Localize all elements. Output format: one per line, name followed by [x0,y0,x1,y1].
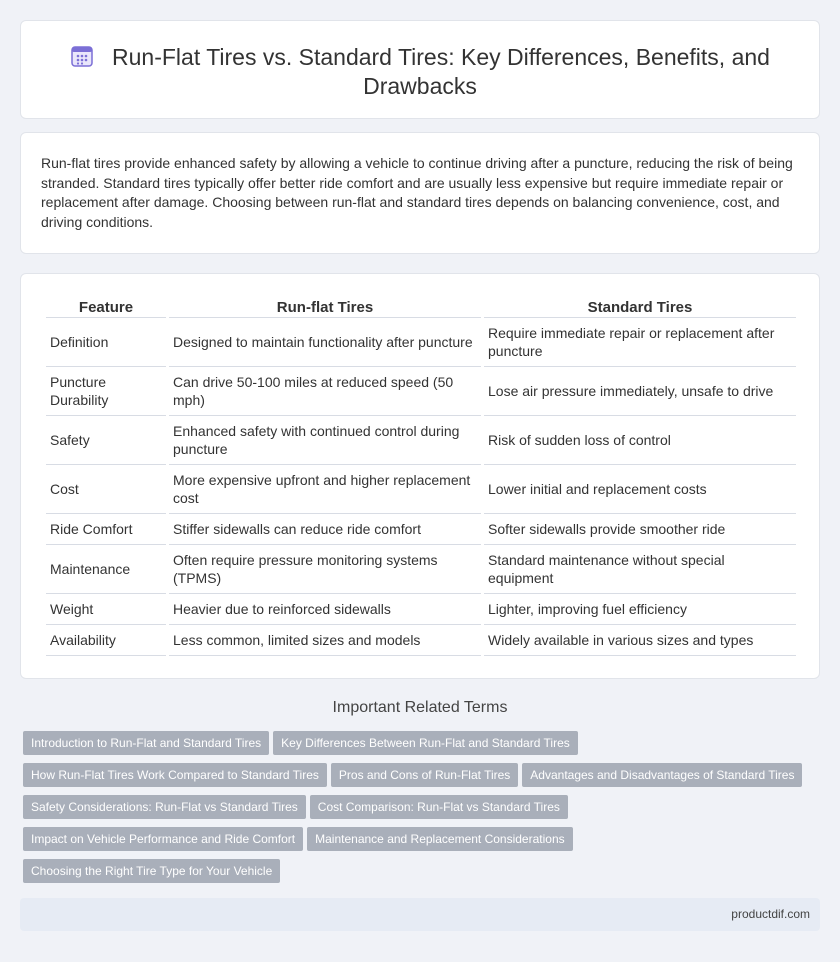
calendar-grid-icon [70,44,94,68]
table-row [46,367,796,416]
run-flat-cell: Heavier due to reinforced sidewalls [169,594,481,625]
table-row [46,318,796,367]
related-term-tag[interactable]: Introduction to Run-Flat and Standard Tires [23,731,269,755]
related-term-tag[interactable]: Pros and Cons of Run-Flat Tires [331,763,518,787]
feature-cell: Safety [46,416,166,465]
feature-cell: Ride Comfort [46,514,166,545]
comparison-table-card [20,273,820,679]
related-term-tag[interactable]: How Run-Flat Tires Work Compared to Standard Tires [23,763,327,787]
run-flat-cell: Designed to maintain functionality after puncture [169,318,481,367]
feature-cell: Weight [46,594,166,625]
related-terms-heading: Important Related Terms [332,699,508,716]
feature-cell: Definition [46,318,166,367]
header-card [20,20,820,119]
footer-bar [20,898,820,931]
footer-site-link[interactable]: productdif.com [731,907,810,921]
table-row [46,416,796,465]
related-term-tag[interactable]: Safety Considerations: Run-Flat vs Standard Tires [23,795,306,819]
standard-cell: Lighter, improving fuel efficiency [484,594,796,625]
standard-cell: Lose air pressure immediately, unsafe to drive [484,367,796,416]
table-row [46,625,796,656]
run-flat-cell: Can drive 50-100 miles at reduced speed (50 mph) [169,367,481,416]
table-row [46,545,796,594]
intro-card [20,132,820,254]
standard-cell: Lower initial and replacement costs [484,465,796,514]
table-header-row [46,296,796,318]
comparison-table [43,296,799,656]
related-term-tag[interactable]: Maintenance and Replacement Considerations [307,827,573,851]
header-standard: Standard Tires [484,296,796,318]
standard-cell: Require immediate repair or replacement after puncture [484,318,796,367]
standard-cell: Widely available in various sizes and types [484,625,796,656]
related-term-tag[interactable]: Key Differences Between Run-Flat and Standard Tires [273,731,578,755]
related-term-tag[interactable]: Advantages and Disadvantages of Standard Tires [522,763,802,787]
table-row [46,514,796,545]
related-terms-list [23,731,813,891]
run-flat-cell: Stiffer sidewalls can reduce ride comfort [169,514,481,545]
table-row [46,594,796,625]
related-term-tag[interactable]: Cost Comparison: Run-Flat vs Standard Tires [310,795,568,819]
run-flat-cell: Enhanced safety with continued control during puncture [169,416,481,465]
feature-cell: Maintenance [46,545,166,594]
header-feature: Feature [46,296,166,318]
feature-cell: Cost [46,465,166,514]
page-title: Run-Flat Tires vs. Standard Tires: Key Differences, Benefits, and Drawbacks [112,44,770,99]
header-run-flat: Run-flat Tires [169,296,481,318]
run-flat-cell: More expensive upfront and higher replacement cost [169,465,481,514]
table-row [46,465,796,514]
feature-cell: Availability [46,625,166,656]
page-title-wrap [21,43,819,101]
standard-cell: Standard maintenance without special equipment [484,545,796,594]
standard-cell: Softer sidewalls provide smoother ride [484,514,796,545]
standard-cell: Risk of sudden loss of control [484,416,796,465]
feature-cell: Puncture Durability [46,367,166,416]
intro-paragraph: Run-flat tires provide enhanced safety by allowing a vehicle to continue driving after a puncture, reducing the risk of being stranded. Standard tires typically offer better ride comfort and are usually less expensive but require immediate repair or replacement after damage. Choosing between run-flat and standard tires depends on balancing convenience, cost, and driving conditions. [41,155,793,230]
run-flat-cell: Often require pressure monitoring systems (TPMS) [169,545,481,594]
related-term-tag[interactable]: Impact on Vehicle Performance and Ride Comfort [23,827,303,851]
related-term-tag[interactable]: Choosing the Right Tire Type for Your Vehicle [23,859,280,883]
run-flat-cell: Less common, limited sizes and models [169,625,481,656]
